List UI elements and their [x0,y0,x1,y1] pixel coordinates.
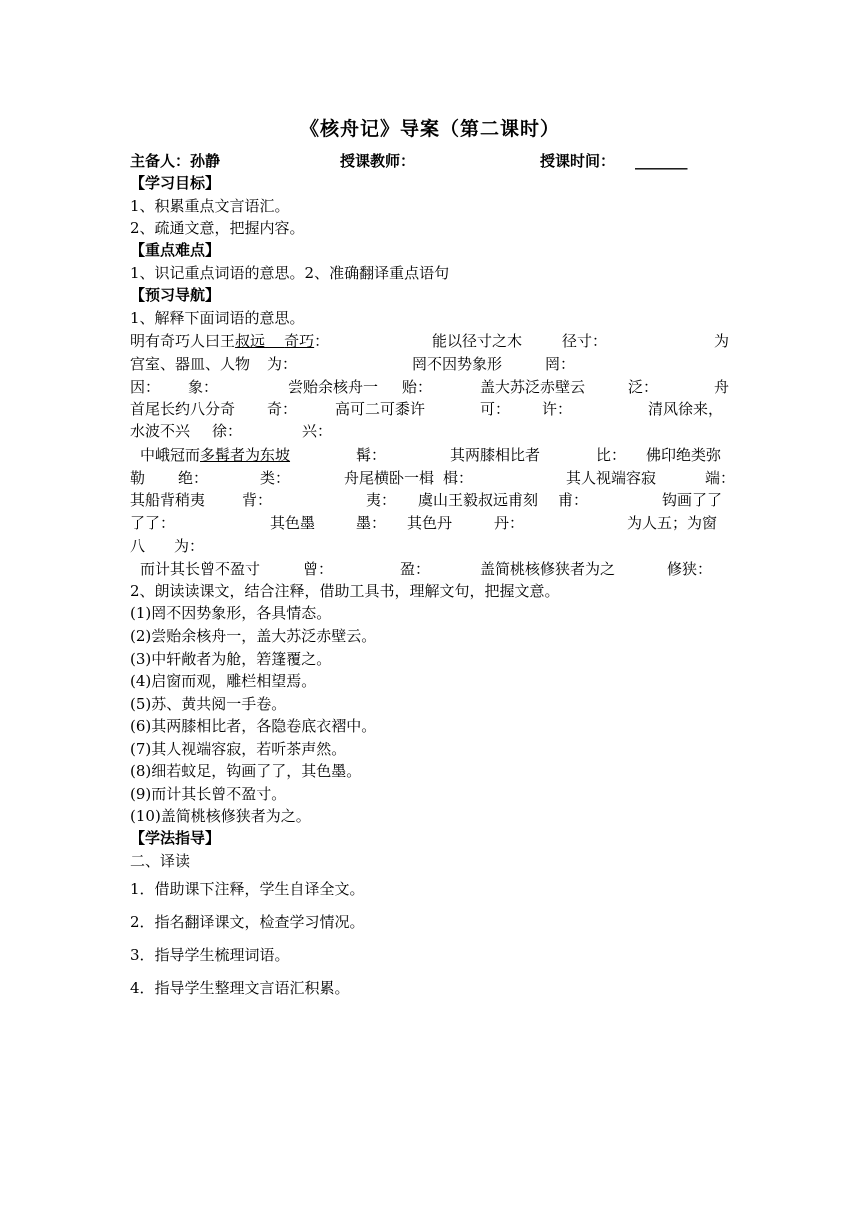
vocab-text: 其色丹 [407,514,453,532]
vocab-text: 绝： [178,469,209,487]
method-step: 1．借助课下注释，学生自译全文。 [130,880,365,898]
vocab-text: 其两膝相比者 [450,446,541,464]
document-title: 《核舟记》导案（第二课时） [299,118,560,140]
method-step: 3．指导学生梳理词语。 [130,946,290,964]
vocab-underlined: 多髯者为东坡 [200,446,291,464]
vocab-text: 为： [267,355,298,373]
goals-heading: 【学习目标】 [130,174,221,192]
vocab-text: 可： [480,400,511,418]
vocab-text: 奇： [267,400,298,418]
method-subheading: 二、译读 [130,852,191,870]
vocab-text: 径寸： [562,332,608,350]
preview-item-1: 1、解释下面词语的意思。 [130,309,305,327]
vocab-text: 而计其长曾不盈寸 [140,560,261,578]
reading-item: (8)细若蚊足，钩画了了，其色墨。 [130,762,362,780]
reading-item: (2)尝贻余核舟一，盖大苏泛赤壁云。 [130,627,377,645]
vocab-text: 盖大苏泛赤壁云 [480,378,586,396]
vocab-text: 首尾长约八分奇 [130,400,236,418]
vocab-text: 罔不因势象形 [412,355,503,373]
goal-item-2: 2、疏通文意，把握内容。 [130,219,305,237]
vocab-text: 盈： [400,560,431,578]
vocab-text: 为人五；为窗 [627,514,718,532]
vocab-text: 明有奇巧人曰王 [130,332,236,350]
vocab-text: 其人视端容寂 [566,469,657,487]
vocab-text: 类： [260,469,291,487]
vocab-text: 舟尾横卧一楫 [344,469,435,487]
vocab-text: 其船背稍夷 [130,491,206,509]
vocab-text: 佛印绝类弥 [646,446,722,464]
reading-item: (4)启窗而观，雕栏相望焉。 [130,672,317,690]
preparer-label: 主备人：孙静 [130,152,221,170]
vocab-text: 墨： [356,514,387,532]
difficulty-item-1: 1、识记重点词语的意思。2、准确翻译重点语句 [130,264,450,282]
difficulties-heading: 【重点难点】 [130,241,221,259]
vocab-text: 了了： [130,514,176,532]
vocab-text: 水波不兴 [130,422,191,440]
goal-item-1: 1、积累重点文言语汇。 [130,197,290,215]
reading-item: (3)中轩敞者为舱，箬篷覆之。 [130,650,332,668]
vocab-text: 象： [188,378,219,396]
vocab-text: 修狭： [667,560,713,578]
vocab-text: 兴： [302,422,333,440]
reading-item: (7)其人视端容寂，若听茶声然。 [130,740,347,758]
vocab-text: 楫： [443,469,474,487]
vocab-text: 贻： [402,378,433,396]
vocab-text: 八 [130,537,146,555]
method-step: 2．指名翻译课文，检查学习情况。 [130,913,365,931]
vocab-text: 盖简桃核修狭者为之 [480,560,616,578]
vocab-underlined: 叔远 [235,332,266,350]
vocab-text: 甫： [558,491,589,509]
vocab-text: 钩画了了 [662,491,723,509]
vocab-text: 夷： [366,491,397,509]
vocab-text: 端： [705,469,736,487]
reading-item: (5)苏、黄共阅一手卷。 [130,695,287,713]
vocab-text: 髯： [356,446,387,464]
vocab-text: 能以径寸之木 [432,332,523,350]
vocab-underlined: 奇巧 [284,332,315,350]
vocab-text: 清风徐来， [648,400,724,418]
vocab-text: 为： [174,537,205,555]
vocab-text: 泛： [628,378,659,396]
vocab-text: 高可二可黍许 [335,400,426,418]
time-blank: _______ [635,152,688,170]
time-label: 授课时间： [540,152,616,170]
reading-item: (9)而计其长曾不盈寸。 [130,785,287,803]
vocab-text: 尝贻余核舟一 [288,378,379,396]
vocab-text: 丹： [494,514,525,532]
preview-heading: 【预习导航】 [130,286,221,304]
vocab-text: 徐： [212,422,243,440]
vocab-text: 背： [242,491,273,509]
vocab-text: 许： [542,400,573,418]
vocab-text: 比： [596,446,627,464]
vocab-text: 宫室、器皿、人物 [130,355,251,373]
method-step: 4．指导学生整理文言语汇积累。 [130,979,350,997]
vocab-text: 勒 [130,469,146,487]
vocab-text: 曾： [303,560,334,578]
reading-item: (6)其两膝相比者，各隐卷底衣褶中。 [130,717,377,735]
vocab-text: 因： [130,378,161,396]
vocab-text: ： [314,332,330,350]
vocab-text: 虞山王毅叔远甫刻 [418,491,539,509]
method-heading: 【学法指导】 [130,829,221,847]
teacher-label: 授课教师： [340,152,416,170]
vocab-text: 舟 [714,378,730,396]
reading-intro: 2、朗读读课文，结合注释，借助工具书，理解文句，把握文意。 [130,582,560,600]
reading-item: (1)罔不因势象形，各具情态。 [130,604,332,622]
reading-item: (10)盖简桃核修狭者为之。 [130,807,311,825]
vocab-text: 中峨冠而 [140,446,201,464]
vocab-text: 罔： [545,355,576,373]
vocab-text: 为 [714,332,730,350]
vocab-text: 其色墨 [270,514,316,532]
